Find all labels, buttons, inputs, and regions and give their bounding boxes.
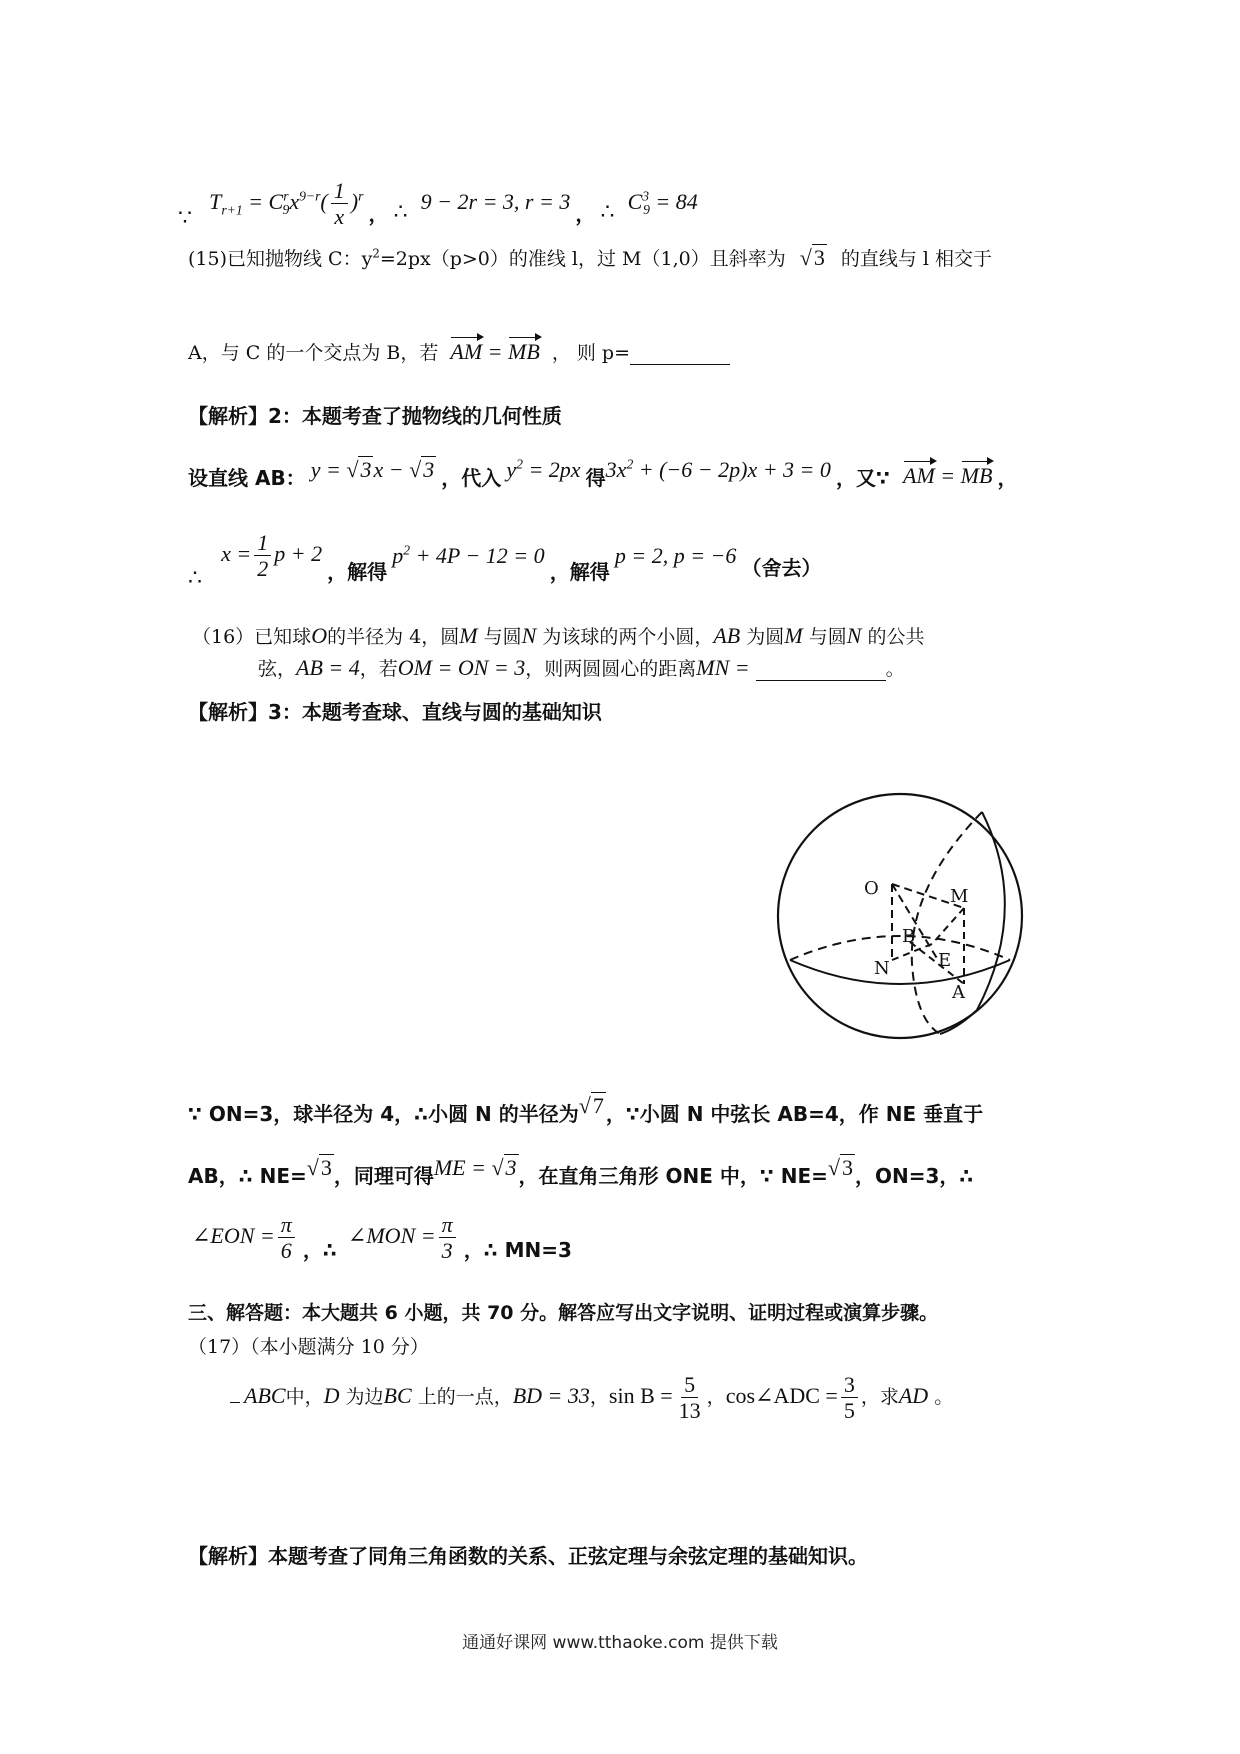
- exponent-equation: 9 − 2r = 3, r = 3: [420, 188, 571, 214]
- q15-question-line1: (15)已知抛物线 C：$y^2=2px(p>0)$的准线 l，过 M（1,0）且斜率为 √3 的直线与 l 相交于: [188, 245, 993, 270]
- q17-solution-heading: 【解析】本题考查了同角三角函数的关系、正弦定理与余弦定理的基础知识。: [188, 1544, 868, 1568]
- q15-question-line2: A，与 C 的一个交点为 B，若 AM = MB ， 则 p=: [188, 338, 730, 365]
- because-symbol: ∵: [178, 204, 192, 230]
- circle-m-left: [912, 812, 982, 1034]
- sphere-outline: [778, 794, 1022, 1038]
- triangle-symbol: [230, 1402, 240, 1403]
- q15-result-line: ∴ x = $\frac{1}{2}$ p + 2 ，解得 $p^2 + 4P - 12 = 0$ ，解得 p = 2, p = −6 （舍去）: [188, 530, 822, 590]
- segment-me: [932, 908, 964, 944]
- vector-equation: AM = MB: [450, 339, 540, 364]
- circle-n-front: [790, 960, 1010, 984]
- q16-solution-line3: ∠EON = $\frac{\pi}{6}$ ，∴ ∠MON = $\frac{\pi}{3}$ ，∴ MN=3: [192, 1212, 572, 1264]
- q17-question: ABC中，D 为边BC 上的一点，BD = 33，sin B = $\frac{5}{13}$ ，cos∠ADC = $\frac{3}{5}$ ，求AD 。: [230, 1372, 953, 1424]
- sphere-diagram: [772, 788, 1032, 1048]
- answer-blank[interactable]: [630, 344, 730, 365]
- q17-heading: （17）（本小题满分 10 分）: [188, 1336, 429, 1358]
- label-n: N: [874, 958, 890, 979]
- section-3-heading: 三、解答题：本大题共 6 小题，共 70 分。解答应写出文字说明、证明过程或演算步骤。: [188, 1302, 939, 1324]
- q15-solution-line: 设直线 AB： y = √3x − √3 ，代入 $y^2 = 2px$ 得$3x^2 + (-6 - 2p)x + 3 = 0$ ，又∵ AM = MB ，: [188, 456, 1018, 490]
- q16-solution-heading: 【解析】3：本题考查球、直线与圆的基础知识: [188, 700, 602, 724]
- sqrt-3: √3: [799, 245, 825, 270]
- page-footer: 通通好课网 www.tthaoke.com 提供下载: [462, 1633, 778, 1653]
- binomial-result: $C^3_9 = 84$: [627, 188, 698, 218]
- q14-solution-tail: ∵ $T_{r+1} = C^r_9x^{9-r}$( $\frac{1}{x}$ )$^r$ ， ∴ 9 − 2r = 3, r = 3 ， ∴ $C^3_9 = 84$: [178, 178, 698, 230]
- q16-question-line1: （16）已知球O的半径为 4，圆M 与圆N 为该球的两个小圆，AB 为圆M 与圆N 的公共: [192, 623, 925, 648]
- label-a: A: [952, 982, 965, 1003]
- label-o: O: [864, 878, 879, 899]
- q15-solution-heading: 【解析】2：本题考查了抛物线的几何性质: [188, 404, 562, 428]
- label-e: E: [938, 950, 952, 971]
- answer-blank[interactable]: [756, 660, 886, 681]
- circle-m-right: [977, 812, 1005, 1010]
- label-b: B: [902, 926, 916, 947]
- q16-solution-line2: AB，∴ NE=√3 ，同理可得ME = √3 ，在直角三角形 ONE 中，∵ NE=√3 ，ON=3，∴: [188, 1155, 974, 1188]
- q16-question-line2: 弦，AB = 4，若OM = ON = 3，则两圆圆心的距离MN = 。: [258, 655, 905, 680]
- label-m: M: [950, 886, 969, 907]
- segment-oe: [892, 884, 938, 960]
- circle-n-back: [790, 936, 1010, 960]
- term-formula: $T_{r+1} = C^r_9x^{9-r}$( $\frac{1}{x}$ )$^r$: [209, 178, 364, 230]
- q16-solution-line1: ∵ ON=3，球半径为 4，∴小圆 N 的半径为√7 ，∵小圆 N 中弦长 AB=4，作 NE 垂直于: [188, 1093, 984, 1126]
